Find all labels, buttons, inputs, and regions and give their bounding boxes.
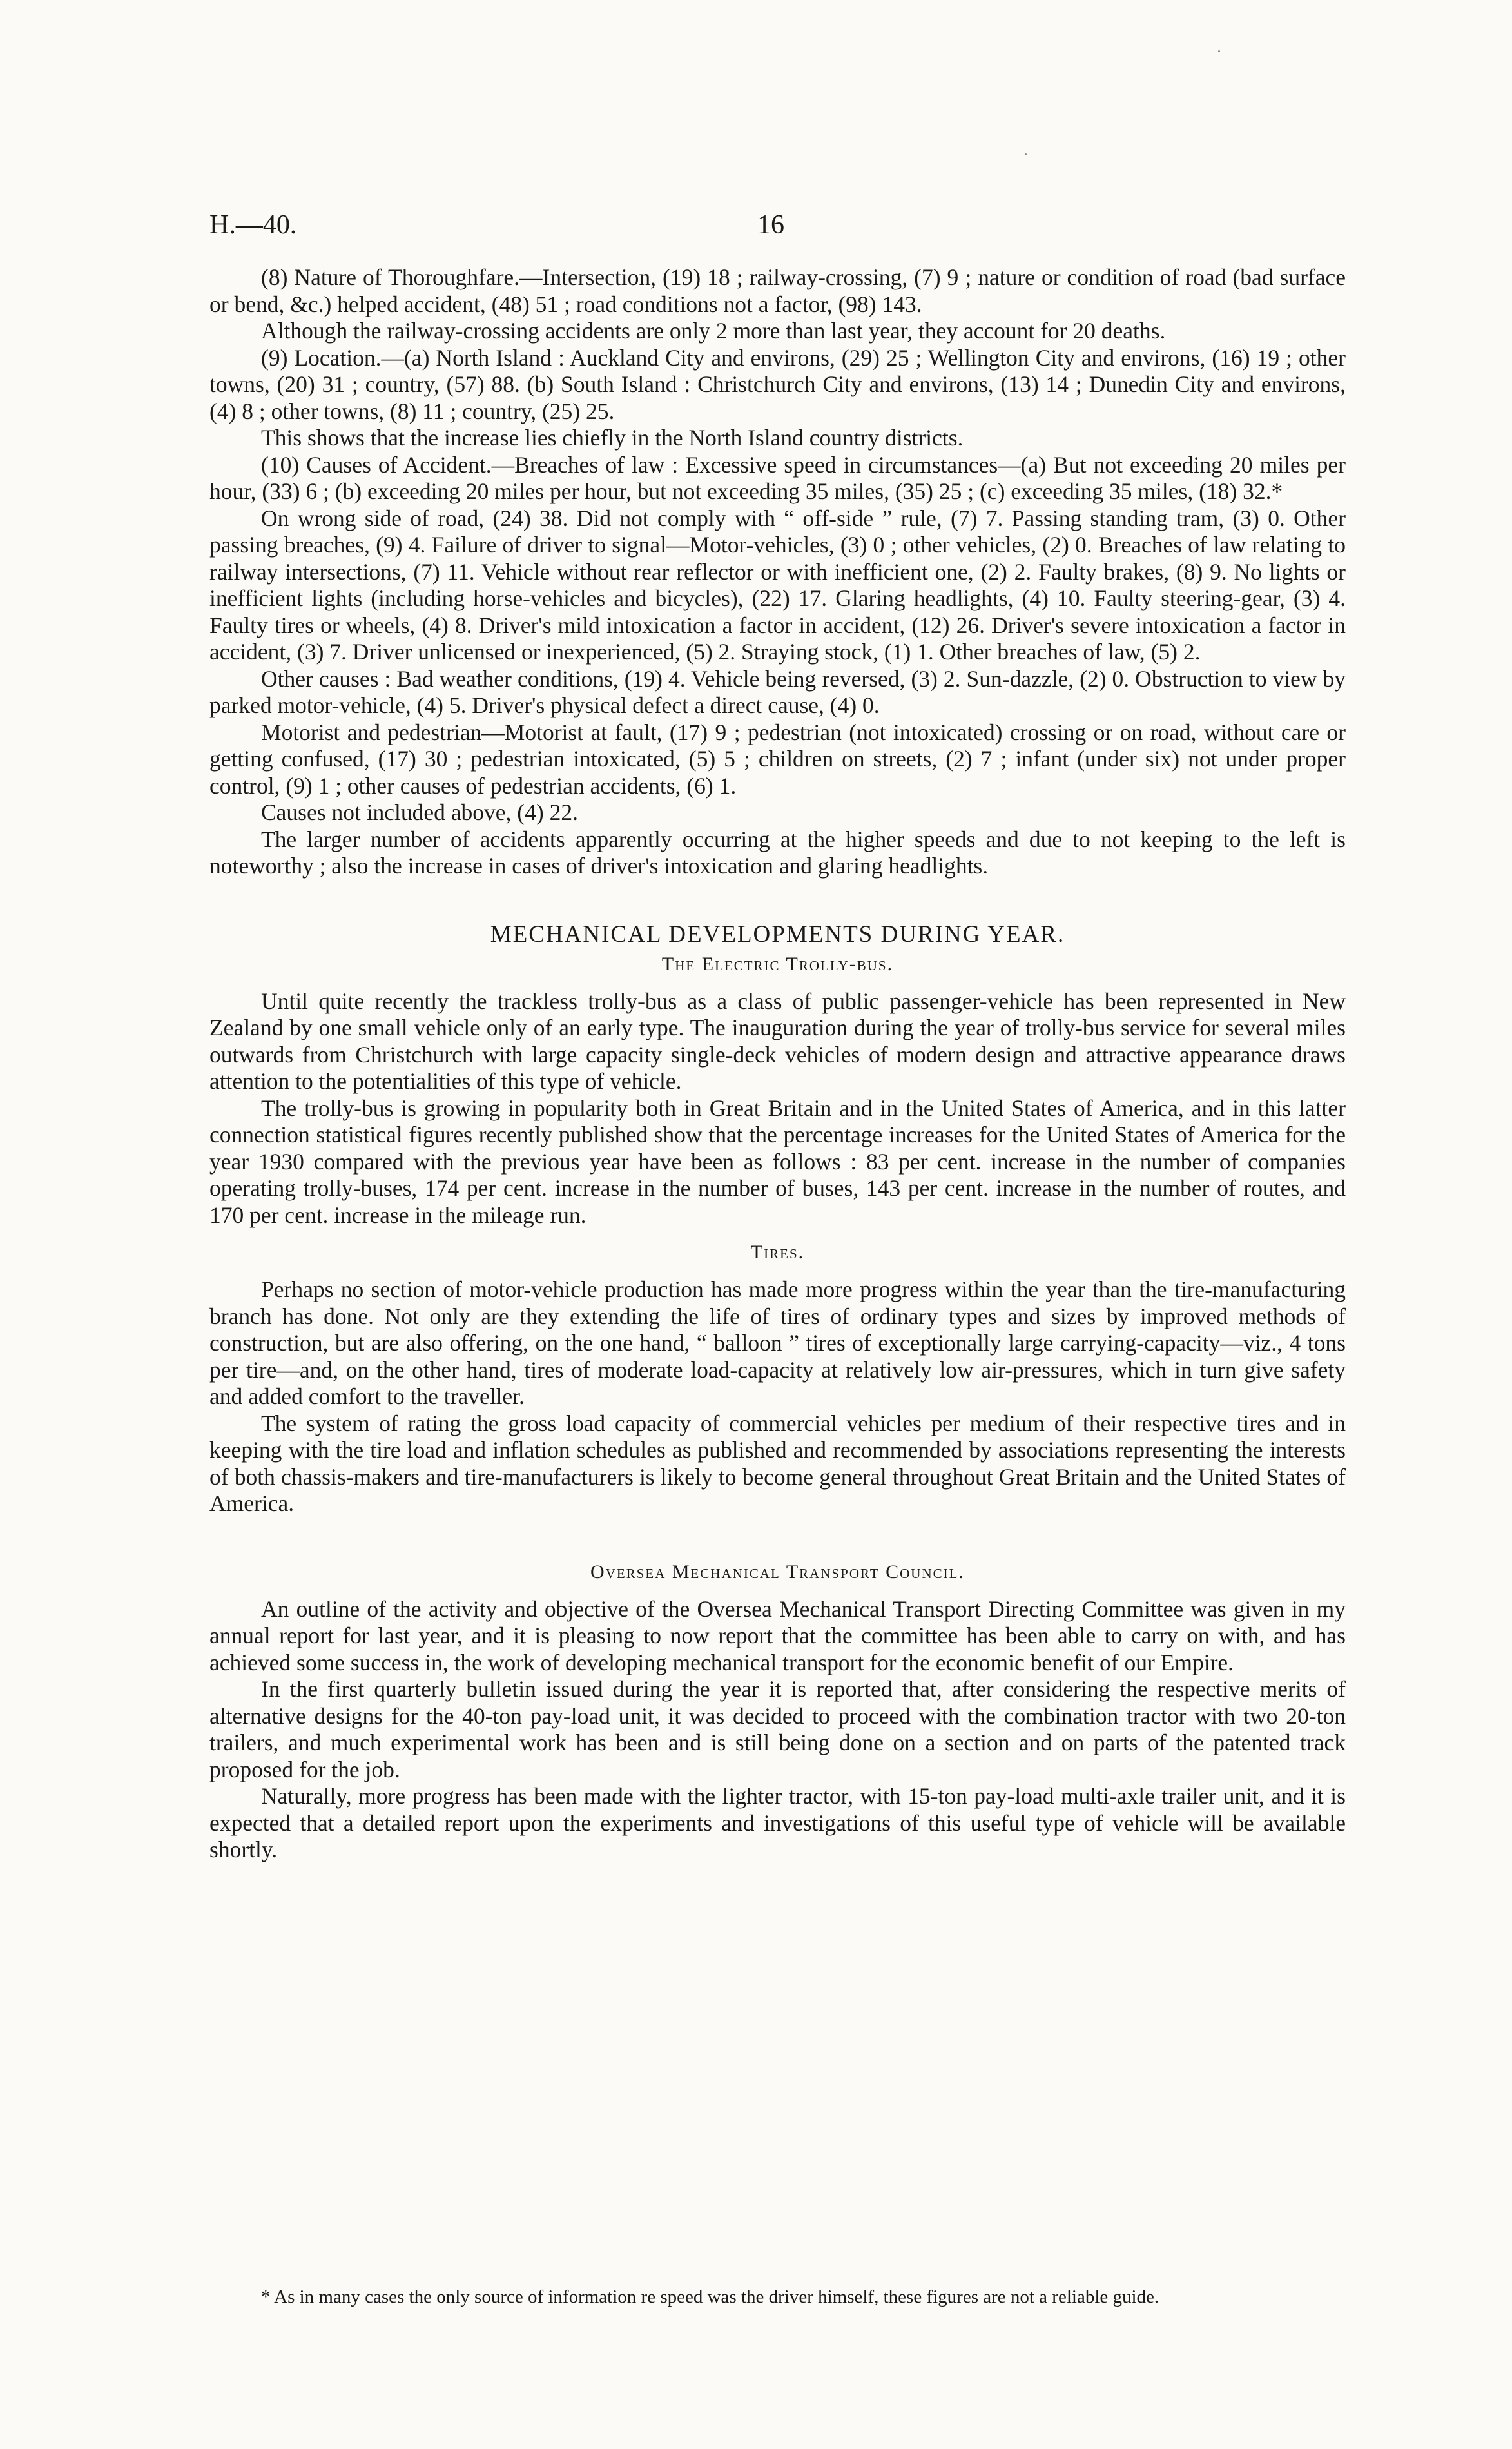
paragraph: (8) Nature of Thoroughfare.—Intersection, (19) 18 ; railway-crossing, (7) 9 ; nature or condition of road (bad surface or bend, &c.) helped accident, (48) 51 ; road conditions not a factor, (98) 143. bbox=[209, 264, 1346, 317]
paragraph: Other causes : Bad weather conditions, (19) 4. Vehicle being reversed, (3) 2. Sun-dazzle, (2) 0. Obstruction to view by parked motor-vehicle, (4) 5. Driver's physical defect a direct cause, (4) 0. bbox=[209, 665, 1346, 718]
paragraph: An outline of the activity and objective of the Oversea Mechanical Transport Directing Committee was given in my annual report for last year, and it is pleasing to now report that the committee has been able to carry on with, and has achieved some success in, the work of developing mechanical transport for the economic benefit of our Empire. bbox=[209, 1595, 1346, 1675]
paragraph: The system of rating the gross load capacity of commercial vehicles per medium of their respective tires and in keeping with the tire load and inflation schedules as published and recommended by associations representing the interests of both chassis-makers and tire-manufacturers is likely to become general throughout Great Britain and the United States of America. bbox=[209, 1410, 1346, 1516]
footnote bbox=[209, 2285, 1346, 2308]
paragraph: (9) Location.—(a) North Island : Auckland City and environs, (29) 25 ; Wellington City and environs, (16) 19 ; other towns, (20) 31 ; country, (57) 88. (b) South Island : Christchurch City and environs, (13) 14 ; Dunedin City and environs, (4) 8 ; other towns, (8) 11 ; country, (25) 25. bbox=[209, 344, 1346, 424]
page-header bbox=[209, 210, 1370, 248]
subsection-heading: The Electric Trolly-bus. bbox=[661, 953, 894, 975]
paragraph: (10) Causes of Accident.—Breaches of law : Excessive speed in circumstances—(a) But not exceeding 20 miles per hour, (33) 6 ; (b) exceeding 20 miles per hour, but not exceeding 35 miles, (35) 25 ; (c) exceeding 35 miles, (18) 32.* bbox=[209, 451, 1346, 504]
paragraph: Naturally, more progress has been made with the lighter tractor, with 15-ton pay-load multi-axle trailer unit, and it is expected that a detailed report upon the experiments and investigations of this useful type of vehicle will be available shortly. bbox=[209, 1783, 1346, 1862]
page-number: 16 bbox=[757, 210, 784, 240]
paragraph: This shows that the increase lies chiefly in the North Island country districts. bbox=[261, 425, 964, 451]
paragraph: The larger number of accidents apparently occurring at the higher speeds and due to not keeping to the left is noteworthy ; also the increase in cases of driver's intoxication and glaring headlights. bbox=[209, 826, 1346, 879]
section-title: MECHANICAL DEVELOPMENTS DURING YEAR. bbox=[490, 921, 1065, 948]
paragraph: The trolly-bus is growing in popularity both in Great Britain and in the United States of America, and in this latter connection statistical figures recently published show that the percentage increases for the United States of America for the year 1930 compared with the previous year have been as follows : 83 per cent. increase in the number of companies operating trolly-buses, 174 per cent. increase in the number of buses, 143 per cent. increase in the number of routes, and 170 per cent. increase in the mileage run. bbox=[209, 1095, 1346, 1228]
paragraph: On wrong side of road, (24) 38. Did not comply with “ off-side ” rule, (7) 7. Passing standing tram, (3) 0. Other passing breaches, (9) 4. Failure of driver to signal—Motor-vehicles, (3) 0 ; other vehicles, (2) 0. Breaches of law relating to railway intersections, (7) 11. Vehicle without rear reflector or with inefficient one, (2) 2. Faulty brakes, (8) 9. No lights or inefficient lights (including horse-vehicles and bicycles), (22) 17. Glaring headlights, (4) 10. Faulty steering-gear, (3) 4. Faulty tires or wheels, (4) 8. Driver's mild intoxication a factor in accident, (12) 26. Driver's severe intoxication a factor in accident, (3) 7. Driver unlicensed or inexperienced, (5) 2. Straying stock, (1) 1. Other breaches of law, (5) 2. bbox=[209, 505, 1346, 665]
subsection-heading: Tires. bbox=[750, 1242, 805, 1263]
document-id: H.—40. bbox=[209, 210, 297, 240]
subsection-heading: Oversea Mechanical Transport Council. bbox=[590, 1561, 965, 1583]
paragraph: Although the railway-crossing accidents are only 2 more than last year, they account for 20 deaths. bbox=[261, 318, 1166, 344]
paragraph: Until quite recently the trackless trolly-bus as a class of public passenger-vehicle has been represented in New Zealand by one small vehicle only of an early type. The inauguration during the year of trolly-bus service for several miles outwards from Christchurch with large capacity single-deck vehicles of modern design and attractive appearance draws attention to the potentialities of this type of vehicle. bbox=[209, 988, 1346, 1094]
paragraph: In the first quarterly bulletin issued during the year it is reported that, after considering the respective merits of alternative designs for the 40-ton pay-load unit, it was decided to proceed with the combination tractor with two 20-ton trailers, and much experimental work has been and is still being done on a section and on parts of the patented track proposed for the job. bbox=[209, 1676, 1346, 1782]
page-body bbox=[209, 264, 1346, 1864]
paragraph: Perhaps no section of motor-vehicle production has made more progress within the year than the tire-manufacturing branch has done. Not only are they extending the life of tires of ordinary types and sizes by improved methods of construction, but are also offering, on the one hand, “ balloon ” tires of exceptionally large carrying-capacity—viz., 4 tons per tire—and, on the other hand, tires of moderate load-capacity at relatively low air-pressures, which in turn give safety and added comfort to the traveller. bbox=[209, 1276, 1346, 1409]
paragraph: Motorist and pedestrian—Motorist at fault, (17) 9 ; pedestrian (not intoxicated) crossing or on road, without care or getting confused, (17) 30 ; pedestrian intoxicated, (5) 5 ; children on streets, (2) 7 ; infant (under six) not under proper control, (9) 1 ; other causes of pedestrian accidents, (6) 1. bbox=[209, 719, 1346, 799]
footnote-text: * As in many cases the only source of information re speed was the driver himself, these figures are not a reliable guide. bbox=[261, 2287, 1159, 2307]
paragraph: Causes not included above, (4) 22. bbox=[261, 799, 578, 825]
